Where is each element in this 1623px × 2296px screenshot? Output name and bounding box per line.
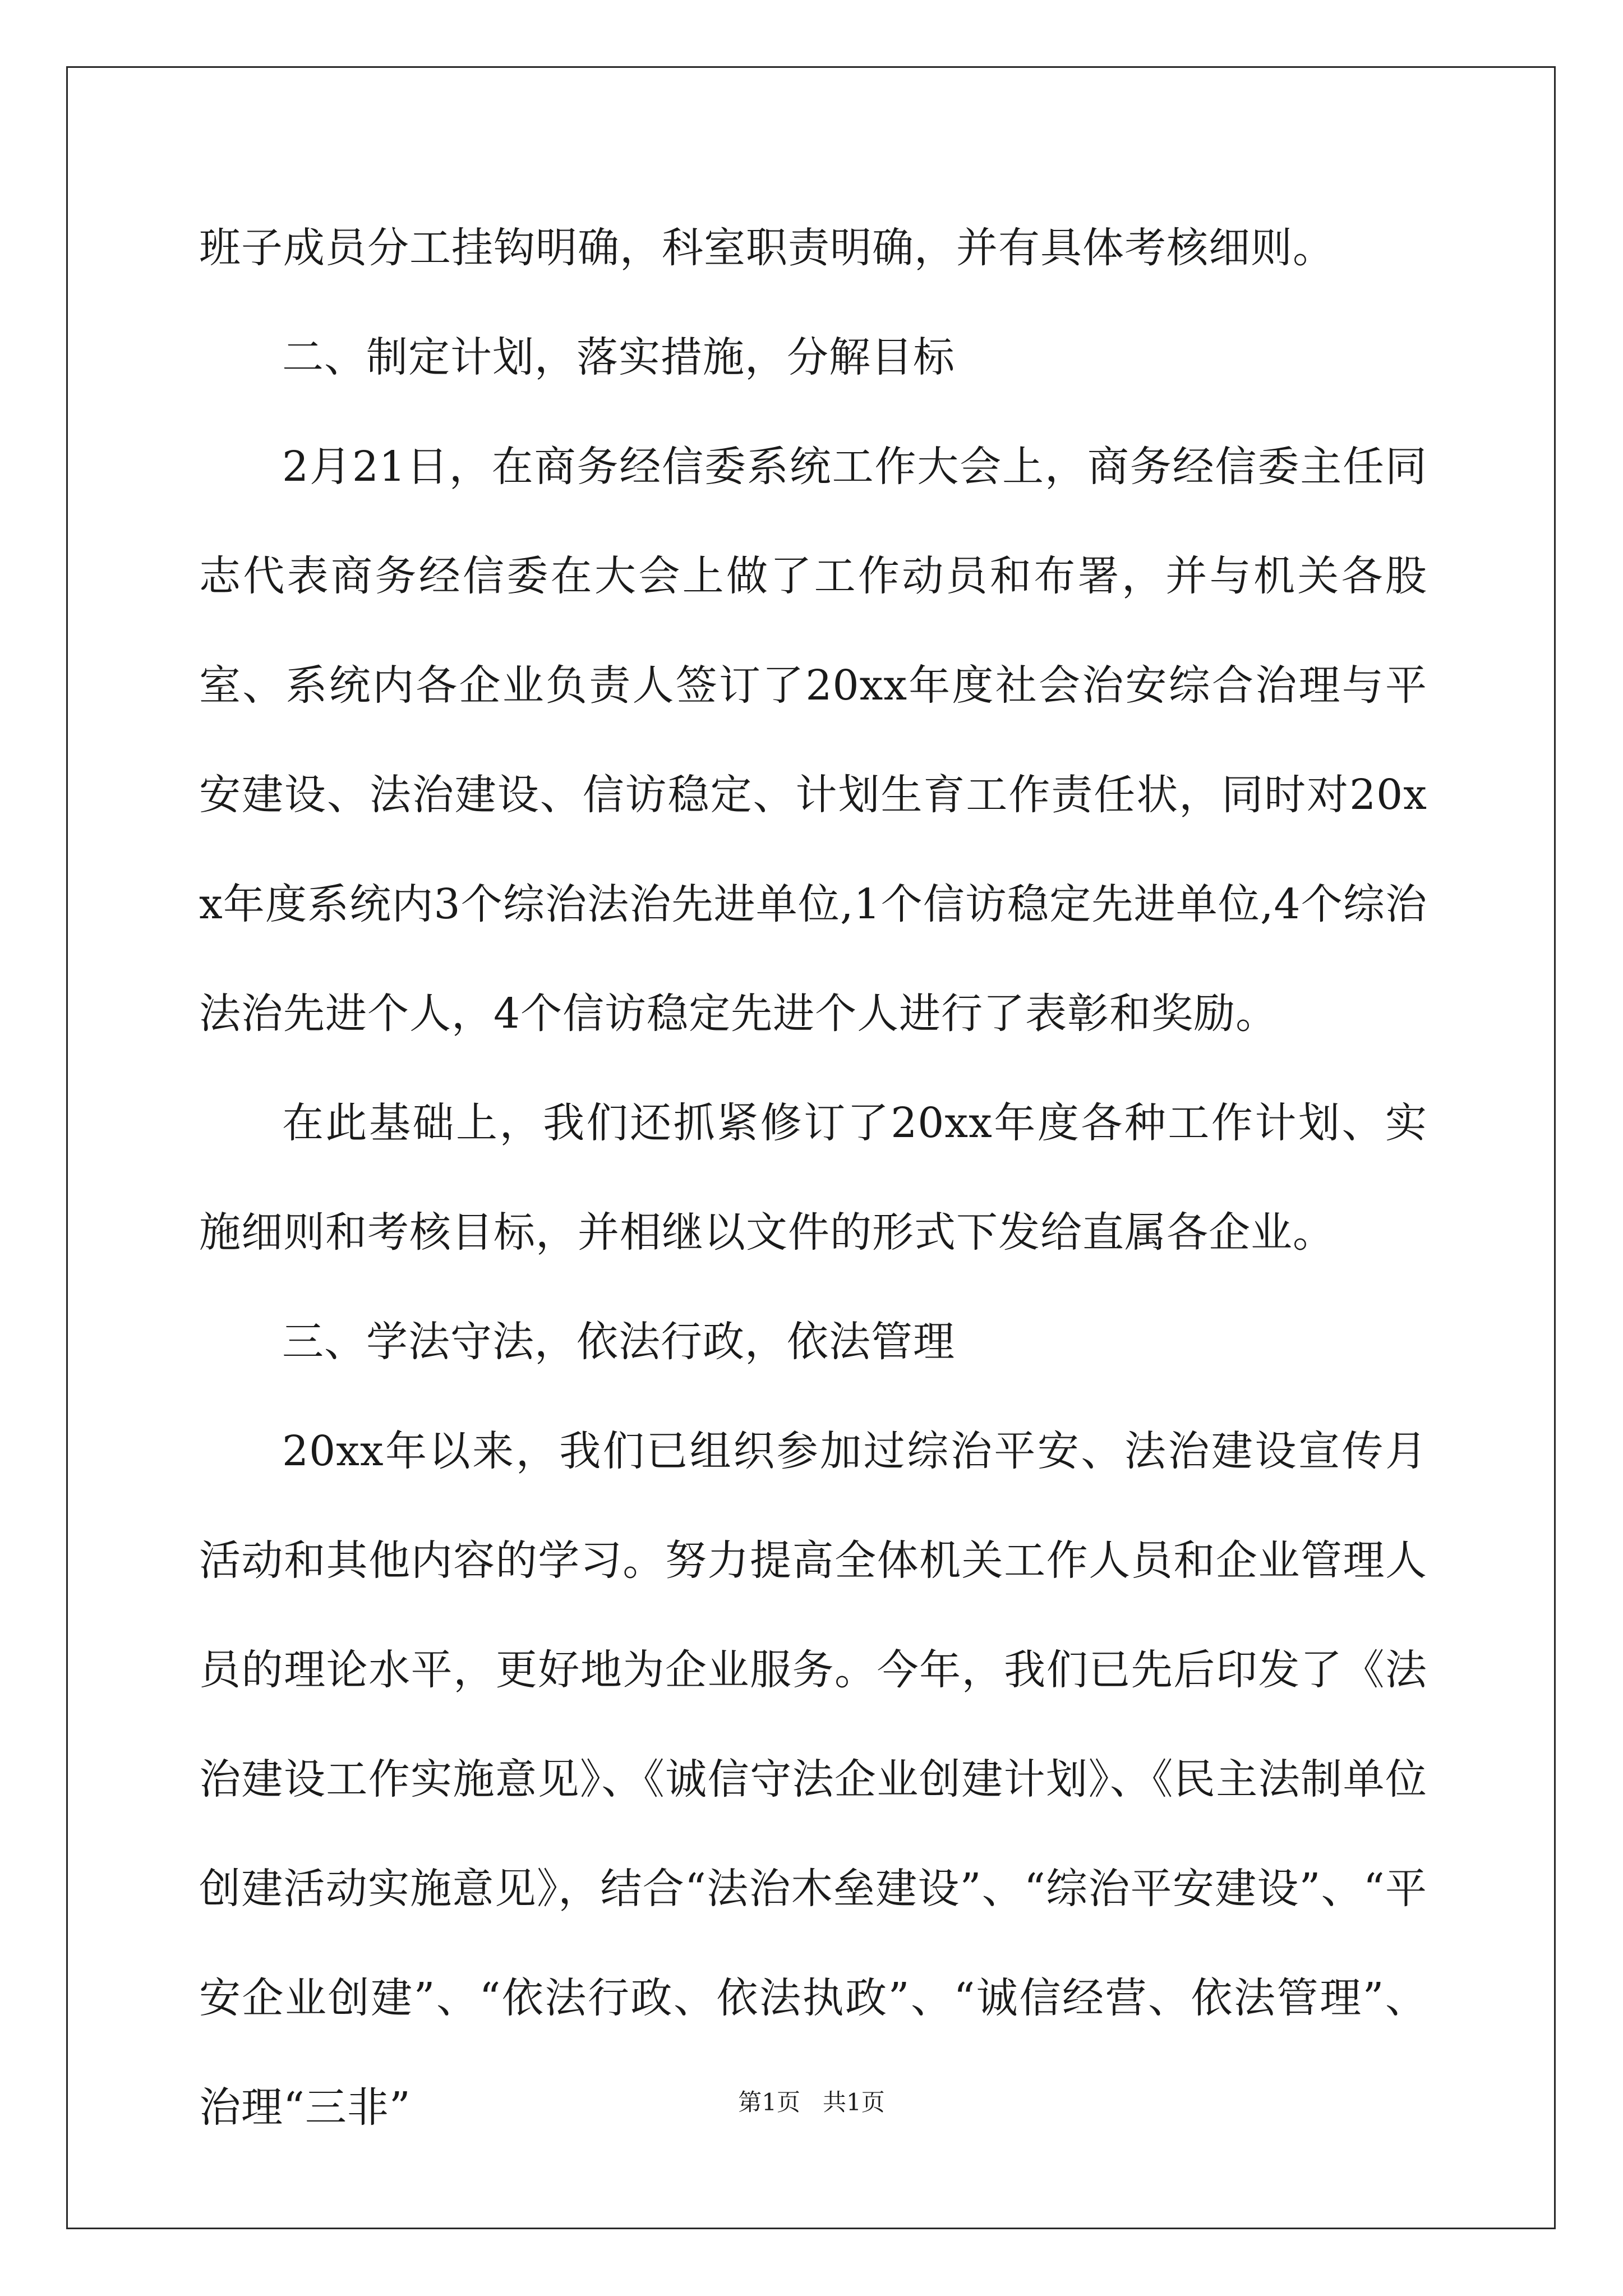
page-footer	[0, 2086, 1623, 2119]
paragraph-3: 2月21日，在商务经信委系统工作大会上，商务经信委主任同志代表商务经信委在大会上做了工作动员和布署，并与机关各股室、系统内各企业负责人签订了20xx年度社会治安综合治理与平安建设、法治建设、信访稳定、计划生育工作责任状，同时对20xx年度系统内3个综治法治先进单位,1个信访稳定先进单位,4个综治法治先进个人，4个信访稳定先进个人进行了表彰和奖励。	[199, 443, 1427, 1038]
paragraph-6: 20xx年以来，我们已组织参加过综治平安、法治建设宣传月活动和其他内容的学习。努力提高全体机关工作人员和企业管理人员的理论水平，更好地为企业服务。今年，我们已先后印发了《法治建设工作实施意见》、《诚信守法企业创建计划》、《民主法制单位创建活动实施意见》，结合“法治木垒建设”、“综治平安建设”、“平安企业创建”、“依法行政、依法执政”、“诚信经营、依法管理”、治理“三非”	[199, 1427, 1427, 2132]
page-total: 共1页	[823, 2088, 885, 2116]
paragraph-1: 班子成员分工挂钩明确，科室职责明确，并有具体考核细则。	[199, 224, 1335, 272]
section-heading-3: 三、学法守法，依法行政，依法管理	[282, 1318, 955, 1366]
document-body	[199, 194, 1427, 2162]
paragraph-4: 在此基础上，我们还抓紧修订了20xx年度各种工作计划、实施细则和考核目标，并相继以文件的形式下发给直属各企业。	[199, 1099, 1427, 1257]
page-number: 第1页	[738, 2088, 800, 2116]
section-heading-2: 二、制定计划，落实措施，分解目标	[282, 333, 955, 381]
